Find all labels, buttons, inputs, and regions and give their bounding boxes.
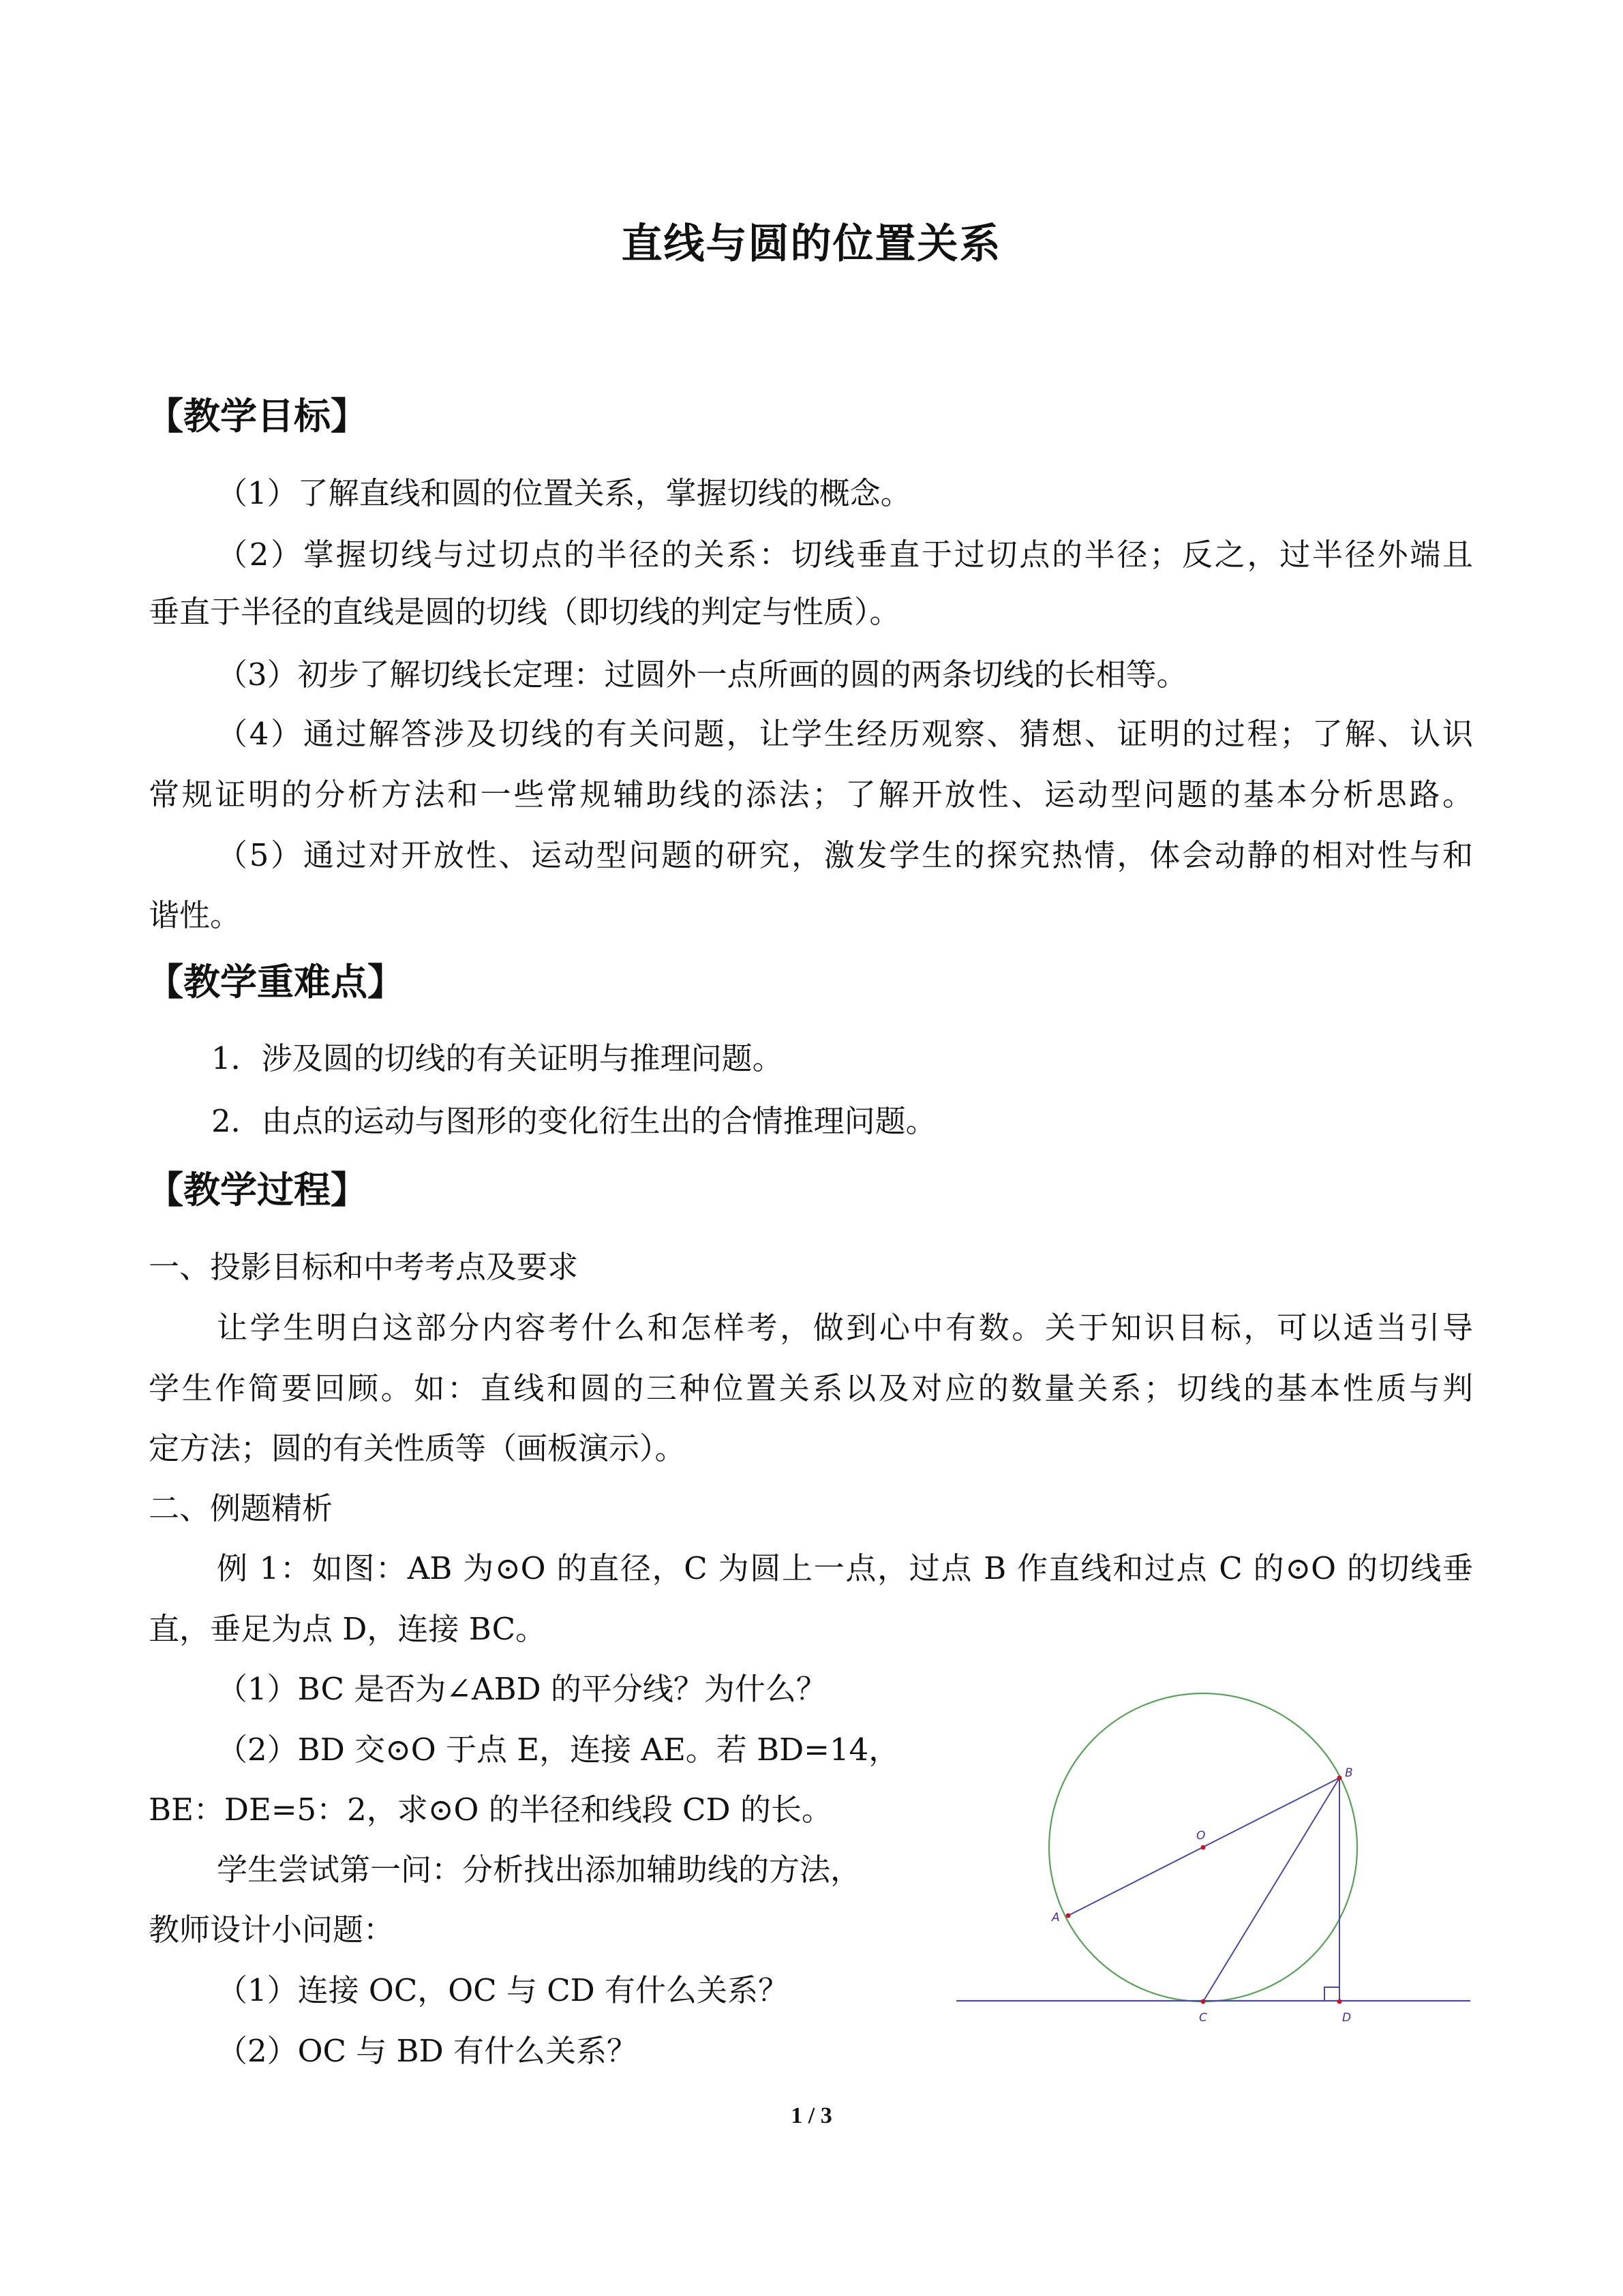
paragraph-line: （3）初步了解切线长定理：过圆外一点所画的圆的两条切线的长相等。 xyxy=(217,656,1187,693)
point-b xyxy=(1337,1776,1342,1781)
paragraph-line: （1）BC 是否为∠ABD 的平分线？为什么？ xyxy=(217,1671,827,1707)
paragraph-line: （1）了解直线和圆的位置关系，掌握切线的概念。 xyxy=(217,475,911,511)
document-title: 直线与圆的位置关系 xyxy=(621,220,1002,268)
point-c xyxy=(1201,1999,1206,2004)
paragraph-line: 二、例题精析 xyxy=(149,1490,333,1526)
paragraph-line: 常规证明的分析方法和一些常规辅助线的添法；了解开放性、运动型问题的基本分析思路。 xyxy=(149,776,1473,813)
paragraph-line: 教师设计小问题： xyxy=(149,1912,395,1948)
paragraph-line: 1．涉及圆的切线的有关证明与推理问题。 xyxy=(211,1040,783,1076)
paragraph-line: 让学生明白这部分内容考什么和怎样考，做到心中有数。关于知识目标，可以适当引导 xyxy=(217,1310,1473,1346)
label-c: C xyxy=(1199,2011,1207,2025)
paragraph-line: 直，垂足为点 D，连接 BC。 xyxy=(149,1611,547,1647)
paragraph-line: 例 1：如图：AB 为⊙O 的直径，C 为圆上一点，过点 B 作直线和过点 C 的⊙O 的切线垂 xyxy=(217,1550,1473,1586)
paragraph-line: 一、投影目标和中考考点及要求 xyxy=(149,1249,579,1285)
page-number: 1 / 3 xyxy=(791,2103,832,2128)
point-d xyxy=(1337,1999,1342,2004)
point-a xyxy=(1066,1914,1071,1918)
geometry-figure xyxy=(951,1677,1483,2031)
label-b: B xyxy=(1345,1766,1353,1780)
label-d: D xyxy=(1342,2011,1352,2025)
section-heading-goals: 【教学目标】 xyxy=(147,395,367,438)
point-o xyxy=(1201,1845,1206,1850)
paragraph-line: （2）掌握切线与过切点的半径的关系：切线垂直于过切点的半径；反之，过半径外端且 xyxy=(217,537,1473,573)
paragraph-line: （4）通过解答涉及切线的有关问题，让学生经历观察、猜想、证明的过程；了解、认识 xyxy=(217,716,1473,752)
label-o: O xyxy=(1196,1829,1206,1843)
paragraph-line: 谐性。 xyxy=(149,897,241,933)
section-heading-process: 【教学过程】 xyxy=(147,1168,367,1211)
label-a: A xyxy=(1052,1911,1060,1924)
paragraph-line: 定方法；圆的有关性质等（画板演示）。 xyxy=(149,1430,686,1466)
paragraph-line: （2）OC 与 BD 有什么关系？ xyxy=(217,2033,638,2069)
section-heading-keypoints: 【教学重难点】 xyxy=(147,961,404,1003)
paragraph-line: （5）通过对开放性、运动型问题的研究，激发学生的探究热情，体会动静的相对性与和 xyxy=(217,837,1473,873)
paragraph-line: 学生作简要回顾。如：直线和圆的三种位置关系以及对应的数量关系；切线的基本性质与判 xyxy=(149,1370,1473,1406)
paragraph-line: 2．由点的运动与图形的变化衍生出的合情推理问题。 xyxy=(211,1103,937,1139)
paragraph-line: 垂直于半径的直线是圆的切线（即切线的判定与性质）。 xyxy=(149,594,900,630)
right-angle-mark xyxy=(1324,1987,1339,2001)
paragraph-line: 学生尝试第一问：分析找出添加辅助线的方法， xyxy=(217,1852,862,1888)
paragraph-line: （1）连接 OC，OC 与 CD 有什么关系？ xyxy=(217,1972,789,2008)
paragraph-line: BE：DE=5：2，求⊙O 的半径和线段 CD 的长。 xyxy=(149,1792,832,1828)
paragraph-line: （2）BD 交⊙O 于点 E，连接 AE。若 BD=14， xyxy=(217,1732,900,1768)
chord-bc xyxy=(1203,1778,1339,2002)
